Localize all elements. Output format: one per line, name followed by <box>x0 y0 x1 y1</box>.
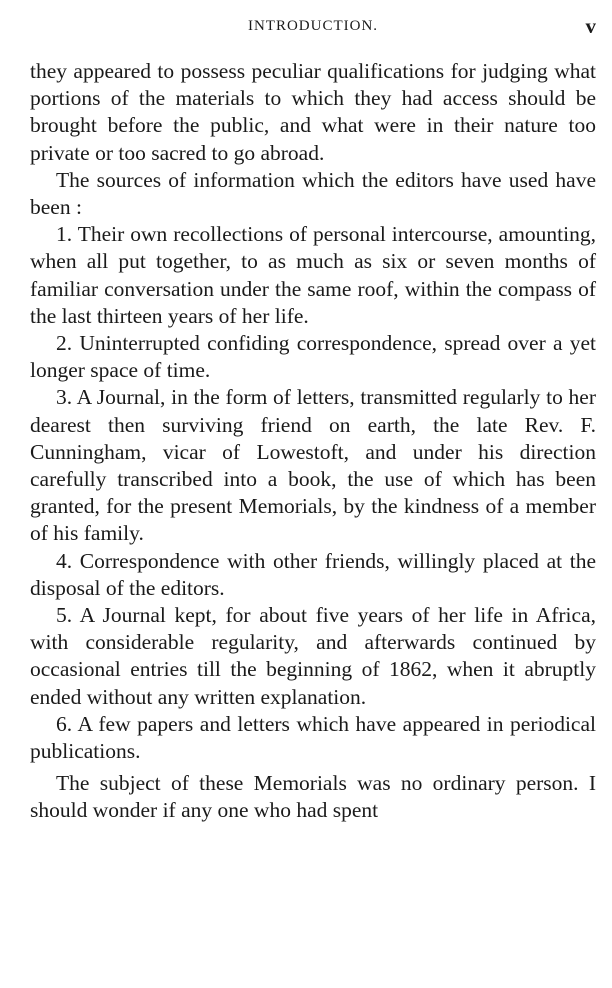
paragraph-source-5: 5. A Journal kept, for about five years of her life in Africa, with considerable regularity, and afterwards continued by occasional entries till the beginning of 1862, when it abruptly ended without any written explanation. <box>30 603 596 709</box>
paragraph-sources-intro: The sources of information which the editors have used have been : <box>30 167 596 220</box>
running-header <box>30 12 596 40</box>
paragraph-source-1: 1. Their own recollections of personal intercourse, amounting, when all put together, to as much as six or seven months of familiar conversation under the same roof, within the compass of the last thirteen years of her life. <box>30 222 596 328</box>
page-number: v <box>585 14 596 38</box>
paragraph-continuation: they appeared to possess peculiar qualifications for judging what portions of the materials to which they had access should be brought before the public, and what were in their nature too private or too sacred to go abroad. <box>30 59 596 165</box>
paragraph-source-3: 3. A Journal, in the form of letters, transmitted regularly to her dearest then surviving friend on earth, the late Rev. F. Cunningham, vicar of Lowestoft, and under his direction carefully transcribed into a book, the use of which has been granted, for the present Memorials, by the kindness of a member of his family. <box>30 385 596 546</box>
paragraph-source-4: 4. Correspondence with other friends, willingly placed at the disposal of the editors. <box>30 548 596 600</box>
running-head-title: INTRODUCTION. <box>247 18 379 34</box>
paragraph-source-6: 6. A few papers and letters which have appeared in periodical publications. <box>30 711 596 764</box>
paragraph-subject: The subject of these Memorials was no ordinary person. I should wonder if any one who had spent <box>30 771 596 823</box>
body-text <box>30 58 596 825</box>
paragraph-source-2: 2. Uninterrupted confiding correspondence, spread over a yet longer space of time. <box>30 331 596 383</box>
